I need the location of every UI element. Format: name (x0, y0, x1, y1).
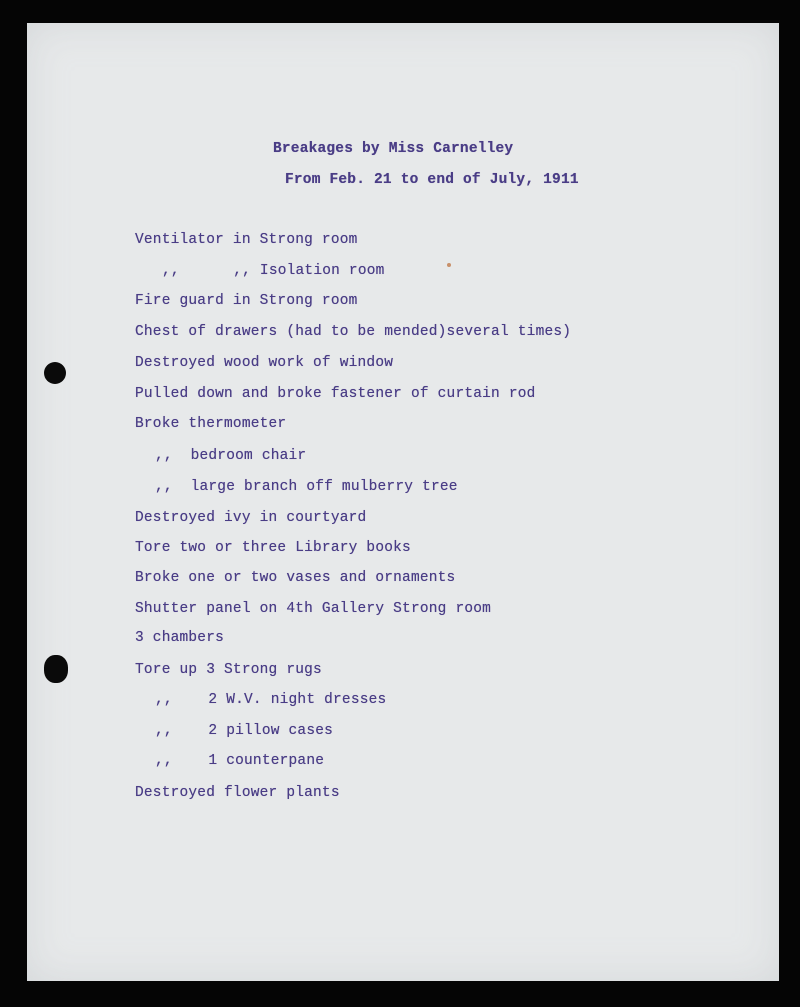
document-subtitle: From Feb. 21 to end of July, 1911 (285, 172, 579, 188)
typed-document-page (27, 23, 779, 981)
list-item: Pulled down and broke fastener of curtain rod (135, 386, 536, 402)
list-item: Fire guard in Strong room (135, 293, 358, 309)
list-item: Tore up 3 Strong rugs (135, 662, 322, 678)
list-item: ,, 2 W.V. night dresses (155, 692, 387, 708)
document-title: Breakages by Miss Carnelley (273, 141, 514, 157)
list-item: Shutter panel on 4th Gallery Strong room (135, 601, 492, 617)
list-item: Chest of drawers (had to be mended)several times) (135, 324, 572, 340)
list-item: Destroyed flower plants (135, 785, 340, 801)
list-item: ,, 1 counterpane (155, 753, 325, 769)
list-item: 3 chambers (135, 630, 225, 646)
list-item: Broke thermometer (135, 416, 287, 432)
list-item: ,, 2 pillow cases (155, 723, 334, 739)
list-item: ,, large branch off mulberry tree (155, 479, 458, 495)
ink-speck (447, 263, 451, 267)
list-item: Broke one or two vases and ornaments (135, 570, 456, 586)
list-item: Ventilator in Strong room (135, 232, 358, 248)
punch-hole-upper (44, 362, 66, 384)
list-item: Destroyed wood work of window (135, 355, 394, 371)
list-item: ,, bedroom chair (155, 448, 307, 464)
list-item: Tore two or three Library books (135, 540, 411, 556)
list-item: ,, ,, Isolation room (162, 263, 385, 279)
punch-hole-lower (44, 655, 68, 683)
list-item: Destroyed ivy in courtyard (135, 510, 367, 526)
